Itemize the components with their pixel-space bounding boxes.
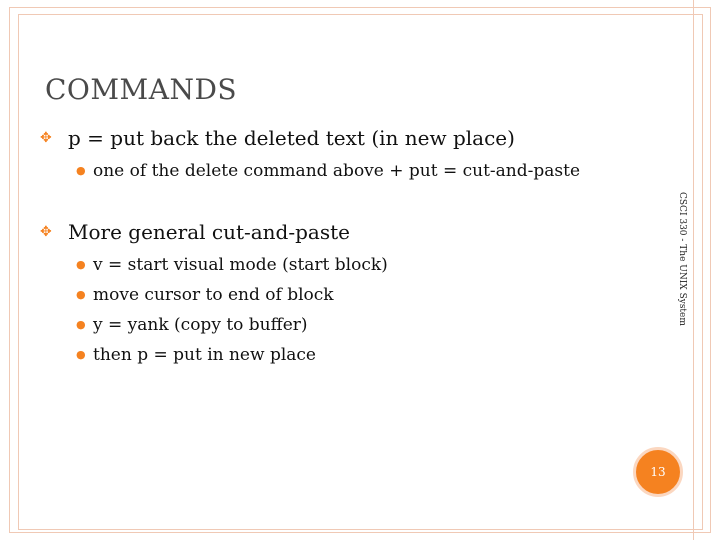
slide-content [40,125,630,373]
bullet-2-sub-3-text: y = yank (copy to buffer) [93,315,308,335]
filled-circle-icon: ● [76,164,86,177]
page-number-badge [633,447,683,497]
bullet-2-sub-4 [40,343,630,367]
page-number: 13 [650,465,666,479]
four-point-star-icon: ✥ [40,224,52,240]
bullet-2 [40,219,630,245]
bullet-2-sub-1-text: v = start visual mode (start block) [93,255,388,275]
sidebar-course-label: CSCI 330 - The UNIX System [677,192,687,326]
bullet-2-text: More general cut-and-paste [68,220,350,244]
bullet-2-sub-2 [40,283,630,307]
bullet-1-text: p = put back the deleted text (in new place) [68,126,515,150]
bullet-2-sub-3 [40,313,630,337]
filled-circle-icon: ● [76,348,86,361]
bullet-1-sub-1-text: one of the delete command above + put = cut-and-paste [93,161,580,181]
bullet-2-sub-1 [40,253,630,277]
filled-circle-icon: ● [76,258,86,271]
filled-circle-icon: ● [76,318,86,331]
slide-title: COMMANDS [45,73,238,106]
bullet-2-sub-4-text: then p = put in new place [93,345,316,365]
bullet-2-sub-2-text: move cursor to end of block [93,285,334,305]
bullet-1-sub-1 [40,159,630,183]
bullet-1 [40,125,630,151]
filled-circle-icon: ● [76,288,86,301]
four-point-star-icon: ✥ [40,130,52,146]
sidebar-divider [693,0,694,540]
